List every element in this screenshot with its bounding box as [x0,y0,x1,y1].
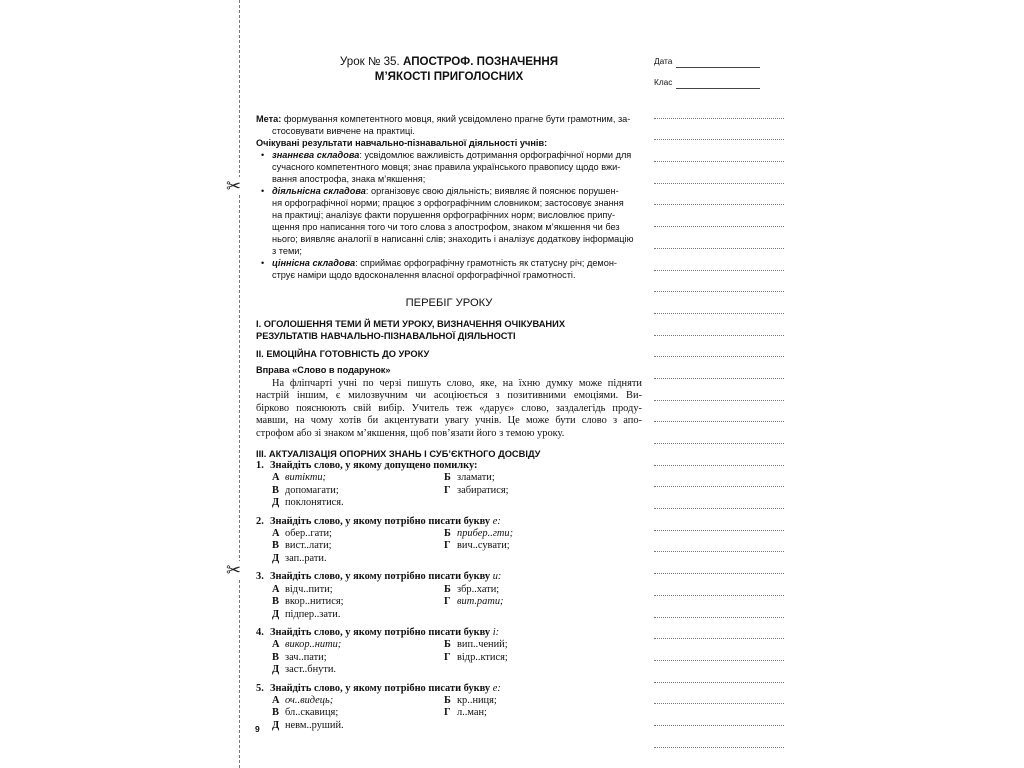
answer-option[interactable] [272,639,444,651]
note-line[interactable] [654,314,784,336]
answer-option[interactable] [272,497,444,509]
answer-option[interactable] [444,695,644,707]
question-letter: е: [492,682,501,694]
expected-item-line: вання апострофа, знака м’якшення; [272,174,426,184]
note-line[interactable] [654,336,784,358]
expected-item [256,185,642,257]
answer-option[interactable] [272,695,444,707]
note-line[interactable] [654,531,784,553]
expected-item-line: струє наміри щодо вдосконалення власної орфографічної грамотності. [272,270,576,280]
note-line[interactable] [654,119,784,141]
answer-option[interactable] [444,584,644,596]
question-text [256,516,642,528]
answer-text: зламати; [457,472,495,484]
scissors-icon: ✂ [226,560,242,580]
expected-item-line: сучасного компетентного мовця; знає правила українського правопису щодо вжи- [272,162,621,172]
answer-option[interactable] [444,540,644,552]
lesson-goal [256,113,642,137]
class-line[interactable] [676,79,760,89]
expected-heading: Очікувані результати навчально-пізнавальної діяльності учнів: [256,138,548,148]
answer-letter: А [272,472,280,484]
note-line[interactable] [654,509,784,531]
answer-text: прибер..гти; [457,528,514,540]
exercise-text [256,378,642,440]
answer-letter: В [272,484,279,496]
expected-item-line: з теми; [272,246,302,256]
expected-item [256,149,642,185]
course-title: ПЕРЕБІГ УРОКУ [405,297,493,309]
answer-option[interactable] [444,528,644,540]
notes-column [654,54,784,748]
question-text [256,627,642,639]
question [256,627,642,677]
section-2-heading: II. ЕМОЦІЙНА ГОТОВНІСТЬ ДО УРОКУ [256,349,430,359]
expected-item-line [272,257,642,269]
cut-line [239,0,240,768]
answer-text: зач..пати; [285,651,327,663]
question-prompt: Знайдіть слово, у якому потрібно писати букву [270,571,493,583]
note-line[interactable] [654,227,784,249]
expected-item-line [272,149,642,161]
note-line[interactable] [654,466,784,488]
answer-option[interactable] [272,528,444,540]
answer-text: бл..скавиця; [285,707,339,719]
note-line[interactable] [654,184,784,206]
question-text [256,571,642,583]
question [256,571,642,621]
answer-option[interactable] [444,652,644,664]
question-text [256,460,642,472]
note-line[interactable] [654,639,784,661]
question-letter: и: [492,571,502,583]
goal-text-line2: стосовувати вивчене на практиці. [272,126,415,136]
exercise-text-line: настрій іншим, є милозвучним чи асоціюється з позитивними емоціями. Ви- [256,390,642,402]
answer-option[interactable] [272,540,444,552]
note-line[interactable] [654,205,784,227]
question [256,683,642,733]
answer-text: відр..ктися; [457,651,508,663]
question [256,516,642,566]
answer-option[interactable] [272,720,444,732]
question-number: 4. [256,626,264,638]
answer-option[interactable] [272,553,444,565]
question-prompt: Знайдіть слово, у якому допущено помилку: [270,460,478,472]
answer-letter: Г [444,540,451,552]
answer-letter: Г [444,596,451,608]
note-line[interactable] [654,618,784,640]
note-line[interactable] [654,162,784,184]
answer-letter: В [272,707,279,719]
lesson-number: Урок № 35. [339,55,400,68]
lesson-main-column [256,54,642,732]
goal-label: Мета: [256,114,282,124]
answer-option[interactable] [272,652,444,664]
expected-item-line: щення про написання того чи того слова з апострофом, знаком м’якшення чи без [272,222,620,232]
answer-letter: Б [444,639,451,651]
note-line[interactable] [654,596,784,618]
goal-text-line1: формування компетентного мовця, який усвідомлено прагне бути грамотним, за- [281,114,631,124]
answer-option[interactable] [444,707,644,719]
date-label: Дата [654,56,673,66]
answer-options [256,695,642,732]
answer-letter: Б [444,528,451,540]
question-text [256,683,642,695]
answer-text: заст..бнути. [285,664,337,676]
question-number: 5. [256,682,264,694]
exercise-text-line: строфом або зі знаком м’якшення, щоб пов’язати його з темою уроку. [256,427,565,439]
answer-option[interactable] [272,584,444,596]
answer-text: викор..нити; [285,639,342,651]
answer-letter: Д [272,497,280,509]
answer-text: відч..пити; [285,583,333,595]
answer-text: вит.рати; [457,596,504,608]
answer-text: кр..ниця; [457,694,497,706]
answer-options [256,528,642,565]
note-line[interactable] [654,379,784,401]
answer-text: вкор..нитися; [285,596,344,608]
note-line[interactable] [654,574,784,596]
exercise-text-line: мавши, на чому хотів би акцентувати увагу учнів. Це може бути слово з апо- [256,415,642,427]
answer-text: оч..видець; [285,694,334,706]
lesson-title [256,54,642,84]
question-number: 2. [256,515,264,527]
question-number: 1. [256,460,264,472]
question-prompt: Знайдіть слово, у якому потрібно писати букву [270,515,493,527]
answer-text: вист..лати; [285,540,332,552]
answer-letter: Г [444,651,451,663]
note-line[interactable] [654,401,784,423]
question-letter: е: [492,515,501,527]
answer-options [256,472,642,509]
answer-option[interactable] [272,609,444,621]
scissors-icon: ✂ [226,176,242,196]
answer-letter: Б [444,694,451,706]
answer-option[interactable] [272,472,444,484]
answer-options [256,639,642,676]
note-line[interactable] [654,140,784,162]
class-field[interactable] [654,75,784,89]
note-line[interactable] [654,97,784,119]
expected-item-line [272,185,642,197]
answer-text: л..ман; [457,707,487,719]
note-line[interactable] [654,726,784,748]
expected-results [256,137,642,281]
answer-letter: В [272,540,279,552]
expected-item-term: ціннісна складова [272,258,356,268]
answer-letter: Г [444,484,451,496]
answer-letter: А [272,639,280,651]
answer-letter: А [272,694,280,706]
answer-option[interactable] [272,485,444,497]
answer-text: вич..сувати; [457,540,510,552]
answer-option[interactable] [272,596,444,608]
answer-text: зап..рати. [285,552,327,564]
expected-list [256,149,642,281]
expected-item [256,257,642,281]
answer-letter: Б [444,472,451,484]
note-line[interactable] [654,552,784,574]
answer-letter: А [272,528,280,540]
answer-option[interactable] [444,485,644,497]
section-1-line1: I. ОГОЛОШЕННЯ ТЕМИ Й МЕТИ УРОКУ, ВИЗНАЧЕННЯ ОЧІКУВАНИХ [256,319,566,329]
answer-letter: Д [272,608,280,620]
lesson-title-line2: М’ЯКОСТІ ПРИГОЛОСНИХ [374,70,524,83]
question-prompt: Знайдіть слово, у якому потрібно писати букву [270,626,493,638]
answer-option[interactable] [444,472,644,484]
expected-item-line: ня орфографічної норми; працює з орфографічним словником; застосовує знання [272,198,624,208]
expected-item-term: знаннєва складова [272,150,360,160]
expected-item-line: нього; виявляє аналогії в написанні слів; знаходить і аналізує додаткову інформацію [272,234,634,244]
section-1-heading [256,318,642,342]
section-1-line2: РЕЗУЛЬТАТІВ НАВЧАЛЬНО-ПІЗНАВАЛЬНОЇ ДІЯЛЬНОСТІ [256,331,516,341]
note-line[interactable] [654,271,784,293]
answer-text: забиратися; [457,484,509,496]
expected-item-line: на практиці; аналізує факти порушення орфографічних норм; висловлює припу- [272,210,616,220]
note-line[interactable] [654,444,784,466]
answer-text: підпер..зати. [285,608,341,620]
questions-list [256,460,642,732]
answer-letter: Д [272,664,280,676]
class-label: Клас [654,77,673,87]
answer-option[interactable] [272,664,444,676]
answer-letter: А [272,583,280,595]
expected-item-text: : організовує свою діяльність; виявляє й пояснює порушен- [365,186,619,196]
answer-text: допомагати; [285,484,339,496]
expected-item-text: : сприймає орфографічну грамотність як статусну річ; демон- [355,258,617,268]
expected-item-text: : усвідомлює важливість дотримання орфографічної норми для [359,150,632,160]
answer-text: поклонятися. [285,497,344,509]
answer-text: збр..хати; [457,583,500,595]
note-line[interactable] [654,487,784,509]
answer-text: вип..чений; [457,639,508,651]
exercise-label: Вправа «Слово в подарунок» [256,365,391,375]
answer-text: витікти; [285,472,326,484]
note-lines [654,97,784,748]
question-number: 3. [256,571,264,583]
answer-option[interactable] [272,707,444,719]
answer-letter: Б [444,583,451,595]
date-line[interactable] [676,58,760,68]
note-line[interactable] [654,249,784,271]
answer-letter: В [272,596,279,608]
note-line[interactable] [654,357,784,379]
answer-letter: Д [272,552,280,564]
expected-item-term: діяльнісна складова [272,186,366,196]
exercise-text-line: бірково пояснюють свій вибір. Учитель теж «дарує» слово, заздалегідь проду- [256,402,642,414]
answer-letter: Г [444,707,451,719]
note-line[interactable] [654,292,784,314]
note-line[interactable] [654,704,784,726]
answer-options [256,584,642,621]
answer-option[interactable] [444,596,644,608]
answer-text: обер..гати; [285,528,332,540]
note-line[interactable] [654,422,784,444]
question-letter: і: [492,626,500,638]
question-prompt: Знайдіть слово, у якому потрібно писати букву [270,682,493,694]
date-field[interactable] [654,54,784,68]
answer-option[interactable] [444,639,644,651]
exercise-text-line: На фліпчарті учні по черзі пишуть слово, яке, на їхню думку може підняти [272,378,642,389]
answer-text: невм..руший. [285,719,344,731]
page-number: 9 [255,724,260,734]
section-3-heading: III. АКТУАЛІЗАЦІЯ ОПОРНИХ ЗНАНЬ І СУБ’ЄКТНОГО ДОСВІДУ [256,449,541,460]
note-line[interactable] [654,661,784,683]
question [256,460,642,510]
note-line[interactable] [654,683,784,705]
answer-letter: В [272,651,279,663]
lesson-title-line1: АПОСТРОФ. ПОЗНАЧЕННЯ [402,55,559,68]
answer-letter: Д [272,719,280,731]
